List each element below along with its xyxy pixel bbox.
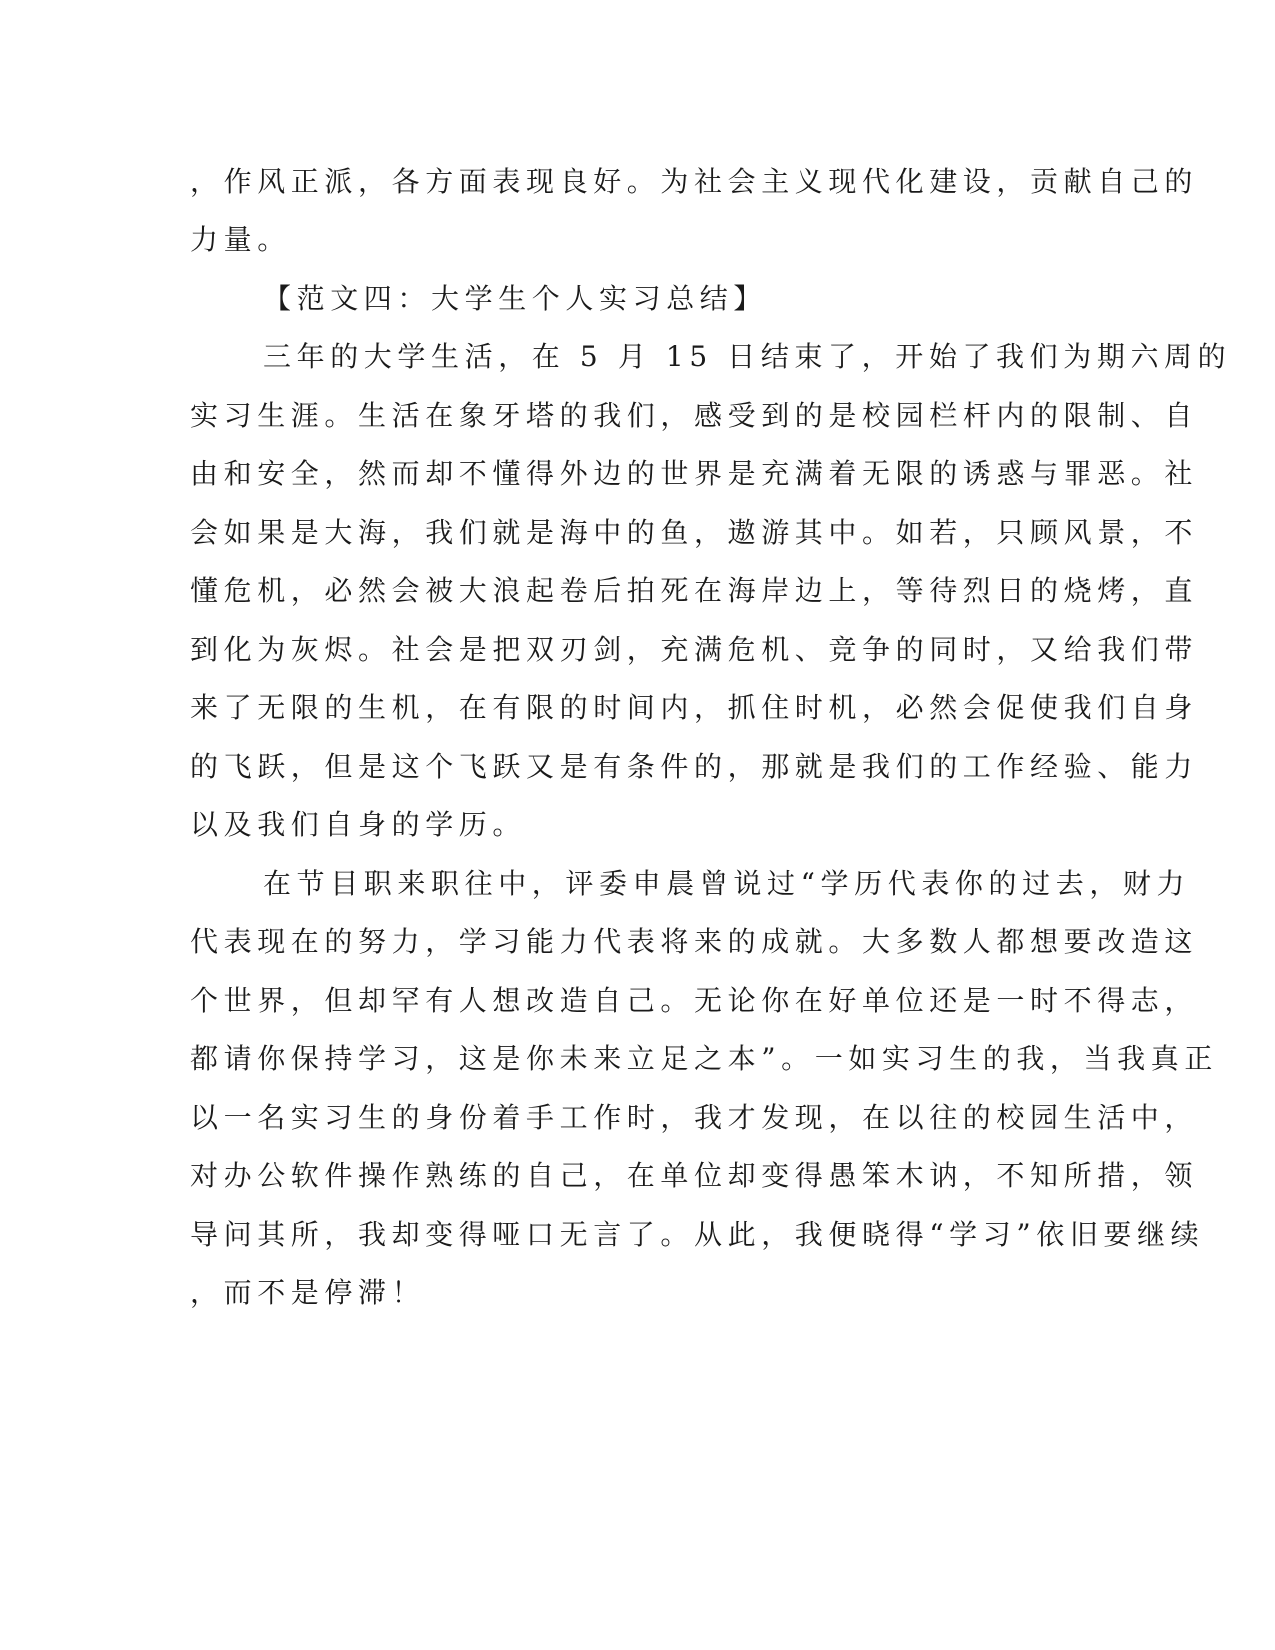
text-line: 三年的大学生活，在 5 月 15 日结束了，开始了我们为期六周的 — [263, 340, 1232, 373]
section-heading: 【范文四：大学生个人实习总结】 — [263, 282, 768, 315]
text-line: 由和安全，然而却不懂得外边的世界是充满着无限的诱惑与罪恶。社 — [190, 457, 1199, 490]
text-line: 会如果是大海，我们就是海中的鱼，遨游其中。如若，只顾风景，不 — [190, 516, 1199, 549]
text-line: 对办公软件操作熟练的自己，在单位却变得愚笨木讷，不知所措，领 — [190, 1159, 1199, 1192]
text-line: 的飞跃，但是这个飞跃又是有条件的，那就是我们的工作经验、能力 — [190, 750, 1199, 783]
text-line: 导问其所，我却变得哑口无言了。从此，我便晓得“学习”依旧要继续 — [190, 1218, 1205, 1251]
text-line: ，而不是停滞！ — [190, 1276, 426, 1309]
text-line: 个世界，但却罕有人想改造自己。无论你在好单位还是一时不得志， — [190, 984, 1199, 1017]
text-line: 来了无限的生机，在有限的时间内，抓住时机，必然会促使我们自身 — [190, 691, 1199, 724]
text-line: 力量。 — [190, 223, 291, 256]
text-line: 代表现在的努力，学习能力代表将来的成就。大多数人都想要改造这 — [190, 925, 1199, 958]
text-line: 实习生涯。生活在象牙塔的我们，感受到的是校园栏杆内的限制、自 — [190, 399, 1199, 432]
text-line: 以一名实习生的身份着手工作时，我才发现，在以往的校园生活中， — [190, 1101, 1199, 1134]
text-line: 以及我们自身的学历。 — [190, 808, 527, 841]
text-line: 在节目职来职往中，评委申晨曾说过“学历代表你的过去，财力 — [263, 867, 1191, 900]
text-line: 懂危机，必然会被大浪起卷后拍死在海岸边上，等待烈日的烧烤，直 — [190, 574, 1199, 607]
text-line: 都请你保持学习，这是你未来立足之本”。一如实习生的我，当我真正 — [190, 1042, 1218, 1075]
text-line: 到化为灰烬。社会是把双刃剑，充满危机、竞争的同时，又给我们带 — [190, 633, 1199, 666]
text-line: ，作风正派，各方面表现良好。为社会主义现代化建设，贡献自己的 — [190, 165, 1199, 198]
